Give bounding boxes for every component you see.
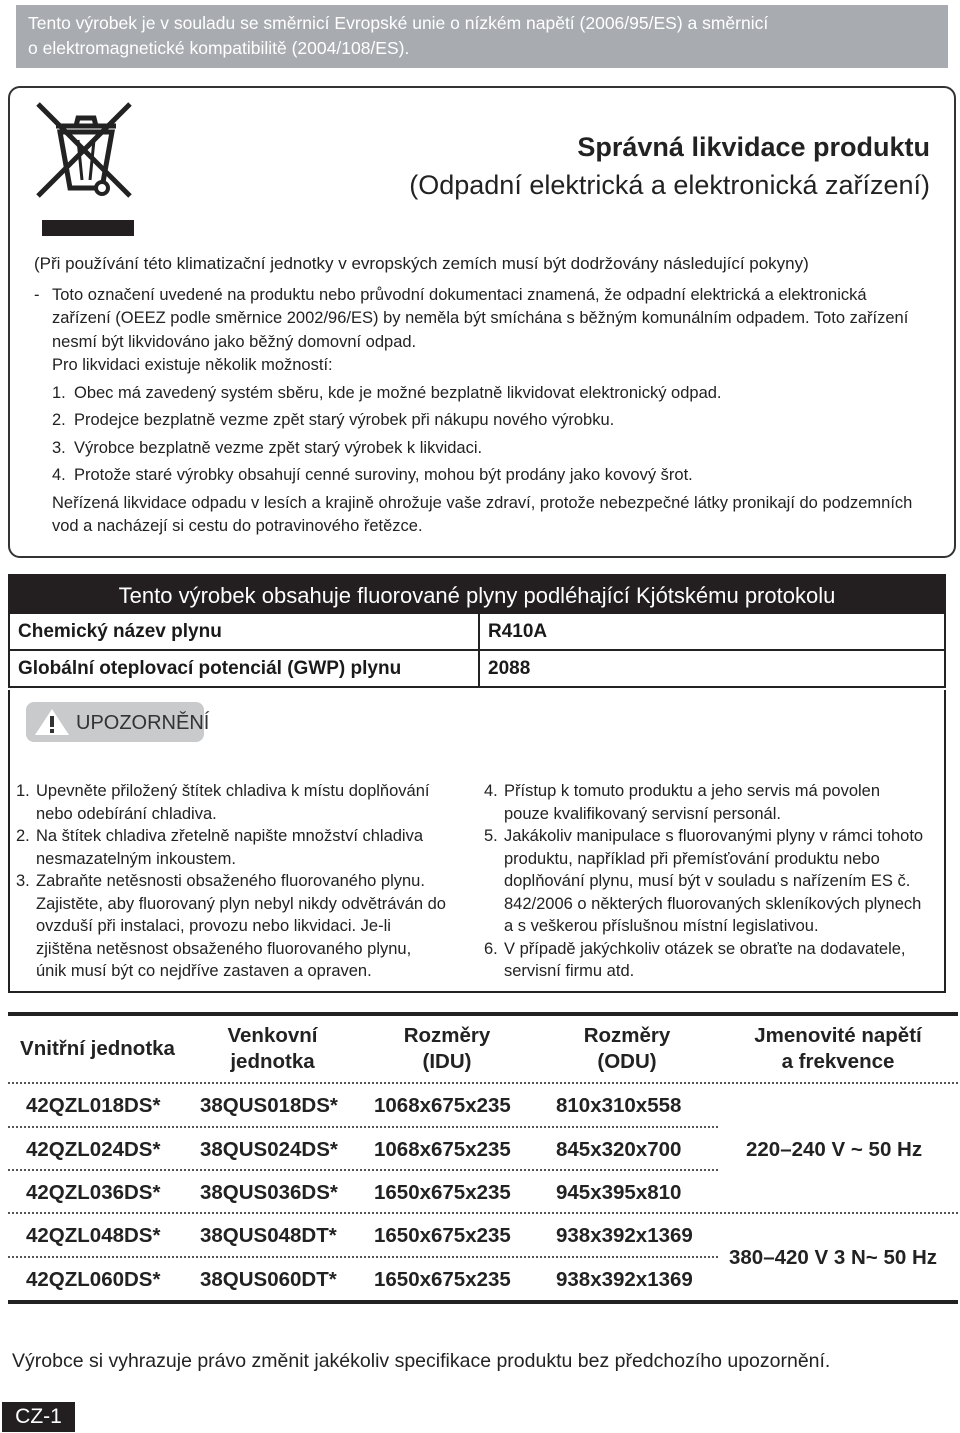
spec-cell-odu: 938x392x1369 [556, 1268, 693, 1291]
warning-number: 6. [484, 939, 498, 958]
header-outdoor [190, 1023, 355, 1075]
banner-line-2: o elektromagnetické kompatibilitě (2004/108/ES). [28, 38, 410, 58]
header-idu-l1: Rozměry [403, 1024, 491, 1047]
option-number: 1. [52, 383, 66, 402]
header-odu [542, 1023, 712, 1075]
spec-table-bottom-rule [8, 1300, 958, 1304]
spec-cell-odu: 938x392x1369 [556, 1224, 693, 1247]
row-separator [8, 1126, 718, 1128]
spec-table-top-rule [8, 1012, 958, 1016]
spec-cell-odu: 845x320x700 [556, 1138, 682, 1161]
power-rating-b: 380–420 V 3 N~ 50 Hz [729, 1246, 937, 1269]
spec-cell-idu: 1068x675x235 [374, 1094, 511, 1117]
option-text: Prodejce bezplatně vezme zpět starý výrobek při nákupu nového výrobku. [74, 411, 615, 429]
fgas-key: Globální oteplovací potenciál (GWP) plynu [18, 658, 402, 679]
fgas-value: 2088 [478, 651, 530, 686]
fgas-key: Chemický název plynu [18, 621, 222, 642]
header-odu-l2: (ODU) [597, 1050, 657, 1073]
crossed-out-bin-icon [30, 96, 140, 242]
warning-number: 3. [16, 872, 30, 890]
spec-cell-indoor: 42QZL018DS* [26, 1094, 161, 1117]
warning-item [484, 780, 924, 825]
option-text: Výrobce bezplatně vezme zpět starý výrobek k likvidaci. [74, 438, 483, 457]
spec-cell-outdoor: 38QUS036DS* [200, 1181, 338, 1204]
warning-text: V případě jakýchkoliv otázek se obraťte na dodavatele, servisní firmu atd. [504, 939, 906, 980]
option-number: 3. [52, 438, 66, 457]
spec-cell-idu: 1650x675x235 [374, 1224, 511, 1247]
header-power-l2: a frekvence [781, 1050, 895, 1073]
header-outdoor-l1: Venkovní [227, 1024, 318, 1047]
page-number: CZ-1 [2, 1402, 75, 1432]
spec-cell-odu: 810x310x558 [556, 1094, 682, 1117]
spec-cell-odu: 945x395x810 [556, 1181, 682, 1204]
disposal-title-line-2: (Odpadní elektrická a elektronická zařízení) [409, 170, 930, 200]
warning-text: Na štítek chladiva zřetelně napište množství chladiva nesmazatelným inkoustem. [36, 827, 424, 868]
row-separator [8, 1256, 718, 1258]
fgas-value: R410A [478, 614, 547, 649]
row-separator [8, 1082, 958, 1084]
compliance-banner [16, 5, 948, 68]
warning-number: 2. [16, 827, 30, 845]
spec-cell-indoor: 42QZL060DS* [26, 1268, 161, 1291]
header-idu [362, 1023, 532, 1075]
spec-cell-outdoor: 38QUS024DS* [200, 1138, 338, 1161]
warning-triangle-icon [34, 708, 70, 736]
option-item [52, 437, 914, 461]
warning-number: 5. [484, 827, 498, 845]
dash-bullet: - [34, 285, 40, 304]
warning-item [16, 870, 446, 983]
option-text: Protože staré výrobky obsahují cenné suroviny, mohou být prodány jako kovový šrot. [74, 466, 693, 484]
option-item [52, 464, 914, 488]
warning-number: 4. [484, 782, 498, 800]
header-power-l1: Jmenovité napětí [754, 1024, 922, 1047]
warning-item [16, 780, 446, 825]
warning-item [484, 938, 924, 983]
spec-cell-outdoor: 38QUS018DS* [200, 1094, 338, 1117]
disposal-paragraph-text: Toto označení uvedené na produktu nebo průvodní dokumentaci znamená, že odpadní elektrická a elektronická zařízení (OEEZ podle směrnice 2002/96/ES) by neměla být smíchána s běžným komunálním odpadem. Toto zařízení nesmí být likvidováno jako běžný domovní odpad. [52, 285, 909, 351]
option-item [52, 382, 914, 406]
spec-cell-outdoor: 38QUS048DT* [200, 1224, 337, 1247]
warning-list-right [484, 780, 924, 983]
warning-item [16, 825, 446, 870]
row-separator [8, 1169, 718, 1171]
warning-text: Upevněte přiložený štítek chladiva k místu doplňování nebo odebírání chladiva. [36, 782, 430, 823]
fgas-row-gwp [8, 651, 946, 688]
option-number: 4. [52, 466, 66, 484]
header-power [728, 1023, 948, 1075]
warning-number: 1. [16, 782, 30, 800]
spec-cell-idu: 1650x675x235 [374, 1181, 511, 1204]
warning-item [484, 825, 924, 938]
spec-cell-idu: 1068x675x235 [374, 1138, 511, 1161]
spec-cell-indoor: 42QZL036DS* [26, 1181, 161, 1204]
banner-line-1: Tento výrobek je v souladu se směrnicí Evropské unie o nízkém napětí (2006/95/ES) a směrnicí [28, 13, 769, 33]
warning-list-left [16, 780, 446, 983]
option-text: Obec má zavedený systém sběru, kde je možné bezplatně likvidovat elektronický odpad. [74, 383, 722, 402]
spec-cell-outdoor: 38QUS060DT* [200, 1268, 337, 1291]
power-rating-a: 220–240 V ~ 50 Hz [746, 1138, 923, 1161]
header-indoor: Vnitřní jednotka [20, 1037, 175, 1060]
warning-text: Jakákoliv manipulace s fluorovanými plyny v rámci tohoto produktu, například při přemísťování produktu nebo doplňování plynu, musí být v souladu s nařízením ES č. 842/2006 o některých fluorovaných skleníkových plynech a s veškerou příslušnou místní legislativou. [504, 827, 924, 935]
header-odu-l1: Rozměry [583, 1024, 671, 1047]
fgas-row-gas-name [8, 614, 946, 651]
disposal-closing: Neřízená likvidace odpadu v lesích a krajině ohrožuje vaše zdraví, protože nebezpečné látky pronikají do podzemních vod a nacházejí si cestu do potravinového řetězce. [52, 493, 913, 535]
option-item [52, 409, 914, 433]
footer-note: Výrobce si vyhrazuje právo změnit jakékoliv specifikace produktu bez předchozího upozornění. [12, 1350, 831, 1372]
disposal-title-line-1: Správná likvidace produktu [577, 132, 930, 162]
disposal-intro: (Při používání této klimatizační jednotky v evropských zemích musí být dodržovány následující pokyny) [34, 254, 809, 273]
warning-text: Zabraňte netěsnosti obsaženého fluorovaného plynu. Zajistěte, aby fluorovaný plyn nebyl nikdy odvětráván do ovzduší při instalaci, provozu nebo likvidaci. Je-li zjištěna netěsnost obsaženého fluorovaného plynu, únik musí být co nejdříve zastaven a opraven. [36, 872, 446, 980]
warning-label: UPOZORNĚNÍ [76, 712, 210, 734]
disposal-body [34, 252, 914, 539]
spec-cell-indoor: 42QZL024DS* [26, 1138, 161, 1161]
row-separator [8, 1212, 958, 1214]
header-idu-l2: (IDU) [422, 1050, 472, 1073]
header-outdoor-l2: jednotka [230, 1050, 315, 1073]
disposal-paragraph [34, 284, 914, 378]
spec-cell-idu: 1650x675x235 [374, 1268, 511, 1291]
spec-cell-indoor: 42QZL048DS* [26, 1224, 161, 1247]
disposal-title [409, 128, 930, 204]
option-number: 2. [52, 411, 66, 429]
options-intro: Pro likvidaci existuje několik možností: [52, 356, 333, 374]
warning-text: Přístup k tomuto produktu a jeho servis má povolen pouze kvalifikovaný servisní personál. [504, 782, 881, 823]
fgas-header: Tento výrobek obsahuje fluorované plyny podléhající Kjótskému protokolu [8, 574, 946, 614]
